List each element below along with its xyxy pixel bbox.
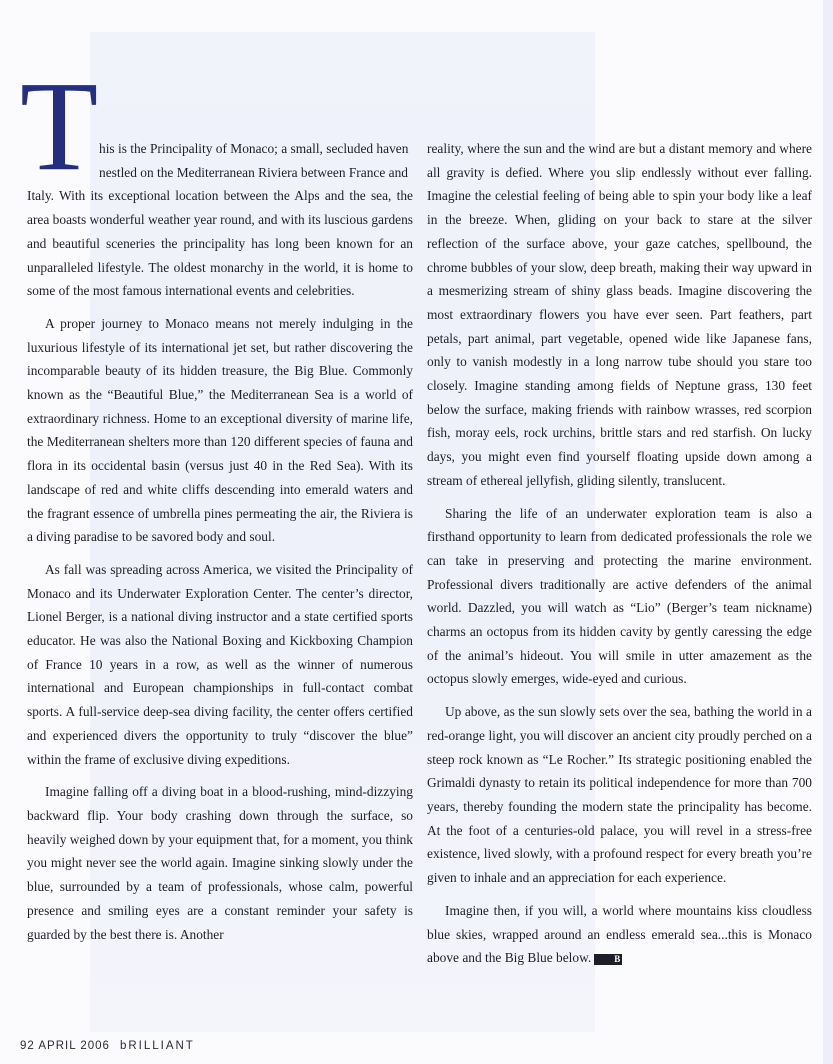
drop-cap: T [20,55,99,197]
final-paragraph-text: Imagine then, if you will, a world where mountains kiss cloudless blue skies, wrapped around an endless emerald sea...this is Monaco above and the Big Blue below. [427,902,812,966]
paragraph-sunset: Up above, as the sun slowly sets over the sea, bathing the world in a red-orange light, you will discover an ancient city proudly perched on a steep rock known as “Le Rocher.” Its strategic positioning enabled the Grimaldi dynasty to retain its political independence for more than 700 years, thereby founding the modern state the principality has become. At the foot of a centuries-old palace, you will revel in a stress-free existence, lived slowly, with a profound respect for every breath you’re given to inhale and an appreciation for each experience. [427,704,812,886]
left-column [27,137,413,955]
magazine-name: bRILLIANT [119,1040,195,1052]
paragraph-final [427,899,812,970]
end-mark-icon: B [594,954,622,965]
right-column [427,137,812,979]
intro-line-2: nestled on the Mediterranean Riviera between France and [99,164,408,180]
intro-paragraph [27,137,413,184]
page-edge [823,0,833,1064]
paragraph-imagine-falling: Imagine falling off a diving boat in a blood-rushing, mind-dizzying backward flip. Your body crashing down through the surface, so heavily weighed down by your equipment that, for a moment, you think you might never see the world again. Imagine sinking slowly under the blue, surrounded by a team of professionals, whose calm, powerful presence and smiling eyes are a constant reminder your safety is guarded by the best there is. Another [27,784,413,942]
intro-line-1: his is the Principality of Monaco; a small, secluded haven [99,141,409,156]
paragraph-continuation: reality, where the sun and the wind are but a distant memory and where all gravity is defied. Where you slip endlessly without ever falling. Imagine the celestial feeling of being able to spin your body like a leaf in the breeze. When, gliding on your back to stare at the silver reflection of the surface above, your gaze catches, spellbound, the chrome bubbles of your slow, deep breath, making their way upward in a mesmerizing stream of shiny glass beads. Imagine discovering the most extraordinary flowers you have ever seen. Part feathers, part petals, part animal, part vegetable, opened wide like Japanese fans, only to vanish modestly in a long narrow tube should you stare too closely. Imagine standing among fields of Neptune grass, 130 feet below the surface, making friends with rainbow wrasses, red scorpion fish, moray eels, rock urchins, brittle stars and red starfish. On lucky days, you might even find yourself floating upside down among a stream of ethereal jellyfish, gliding silently, translucent. [427,141,812,488]
page-footer [20,1040,195,1052]
paragraph-exploration-team: Sharing the life of an underwater exploration team is also a firsthand opportunity to learn from dedicated professionals the role we can take in preserving and protecting the marine environment. Professional divers traditionally are active defenders of the animal world. Dazzled, you will watch as “Lio” (Berger’s team nickname) charms an octopus from its hidden cavity by gently caressing the edge of the animal’s hideout. You will smile in utter amazement as the octopus slowly emerges, wide-eyed and curious. [427,505,812,687]
paragraph-exploration-center: As fall was spreading across America, we visited the Principality of Monaco and its Underwater Exploration Center. The center’s director, Lionel Berger, is a national diving instructor and a state certified sports educator. He was also the National Boxing and Kickboxing Champion of France 10 years in a row, as well as the winner of numerous international and European championships in full-contact combat sports. A full-service deep-sea diving facility, the center offers certified and experienced divers the opportunity to truly “discover the blue” within the frame of exclusive diving expeditions. [27,561,413,767]
intro-paragraph-rest: Italy. With its exceptional location between the Alps and the sea, the area boasts wonderful weather year round, and with its luscious gardens and beautiful sceneries the principality has long been known for an unparalleled lifestyle. The oldest monarchy in the world, it is home to some of the most famous international events and celebrities. [27,188,413,299]
folio: 92 APRIL 2006 [20,1040,110,1052]
paragraph-big-blue: A proper journey to Monaco means not merely indulging in the luxurious lifestyle of its international jet set, but rather discovering the incomparable beauty of its hidden treasure, the Big Blue. Commonly known as the “Beautiful Blue,” the Mediterranean Sea is a world of extraordinary richness. Home to an exceptional diversity of marine life, the Mediterranean shelters more than 120 different species of fauna and flora in its occidental basin (versus just 40 in the Red Sea). With its landscape of red and white cliffs descending into emerald waters and the fragrant essence of umbrella pines permeating the air, the Riviera is a diving paradise to be savored body and soul. [27,315,413,545]
